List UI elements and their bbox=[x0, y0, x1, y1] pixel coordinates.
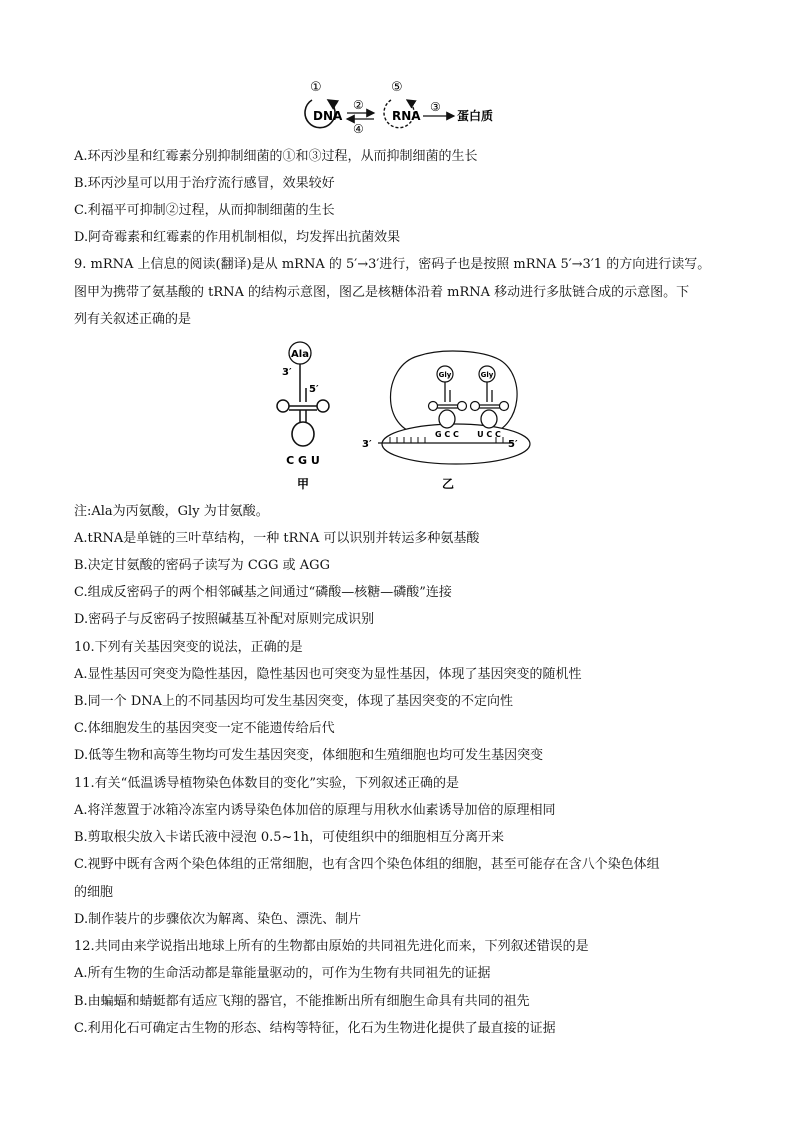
gly-2-label: Gly bbox=[480, 371, 494, 379]
q10-option-a: A.显性基因可突变为隐性基因，隐性基因也可突变为显性基因，体现了基因突变的随机性 bbox=[74, 667, 582, 682]
q8-option-d: D.阿奇霉素和红霉素的作用机制相似，均发挥出抗菌效果 bbox=[74, 230, 401, 245]
trna-figure bbox=[268, 340, 338, 495]
label-1: ① bbox=[310, 80, 322, 95]
trna-right-loop bbox=[317, 400, 329, 412]
q11-stem: 11.有关“低温诱导植物染色体数目的变化”实验，下列叙述正确的是 bbox=[74, 776, 459, 791]
q11-option-a: A.将洋葱置于冰箱冷冻室内诱导染色体加倍的原理与用秋水仙素诱导加倍的原理相同 bbox=[74, 803, 556, 818]
q9-option-b: B.决定甘氨酸的密码子读写为 CGG 或 AGG bbox=[74, 558, 330, 573]
mrna-3-prime: 3′ bbox=[362, 439, 372, 450]
label-5: ⑤ bbox=[391, 80, 403, 95]
q9-stem-line1: 9. mRNA 上信息的阅读(翻译)是从 mRNA 的 5′→3′进行，密码子也是按照 mRNA 5′→3′1 的方向进行读写。 bbox=[74, 257, 711, 272]
q8-option-b: B.环丙沙星可以用于治疗流行感冒，效果较好 bbox=[74, 176, 335, 191]
q10-stem: 10.下列有关基因突变的说法，正确的是 bbox=[74, 640, 303, 655]
q11-option-d: D.制作装片的步骤依次为解离、染色、漂洗、制片 bbox=[74, 912, 362, 927]
trna-5-prime: 5′ bbox=[309, 384, 319, 395]
q10-option-c: C.体细胞发生的基因突变一定不能遗传给后代 bbox=[74, 721, 335, 736]
q12-option-b: B.由蝙蝠和蜻蜓都有适应飞翔的器官，不能推断出所有细胞生命具有共同的祖先 bbox=[74, 994, 530, 1009]
dna-label: DNA bbox=[313, 109, 343, 123]
gly-1-label: Gly bbox=[438, 371, 452, 379]
q12-option-c: C.利用化石可确定古生物的形态、结构等特征，化石为生物进化提供了最直接的证据 bbox=[74, 1021, 556, 1036]
protein-label: 蛋白质 bbox=[457, 109, 494, 123]
q11-option-c-line2: 的细胞 bbox=[74, 885, 114, 900]
q9-stem-line3: 列有关叙述正确的是 bbox=[74, 312, 192, 327]
q9-note: 注:Ala为丙氨酸，Gly 为甘氨酸。 bbox=[74, 504, 269, 519]
anticodon-loop bbox=[292, 422, 314, 446]
q12-stem: 12.共同由来学说指出地球上所有的生物都由原始的共同祖先进化而来，下列叙述错误的是 bbox=[74, 939, 589, 954]
trna-anticodon: C G U bbox=[286, 454, 320, 467]
q9-option-d: D.密码子与反密码子按照碱基互补配对原则完成识别 bbox=[74, 612, 375, 627]
rna-label: RNA bbox=[392, 109, 421, 123]
label-2: ② bbox=[353, 98, 364, 112]
q10-option-d: D.低等生物和高等生物均可发生基因突变，体细胞和生殖细胞也均可发生基因突变 bbox=[74, 748, 544, 763]
label-3: ③ bbox=[430, 100, 441, 114]
label-4: ④ bbox=[353, 122, 364, 136]
q8-option-c: C.利福平可抑制②过程，从而抑制细菌的生长 bbox=[74, 203, 335, 218]
ala-label: Ala bbox=[291, 349, 309, 360]
ribosome-figure bbox=[360, 346, 540, 491]
central-dogma-figure bbox=[290, 78, 520, 136]
q8-option-a: A.环丙沙星和红霉素分别抑制细菌的①和③过程，从而抑制细菌的生长 bbox=[74, 149, 478, 164]
q9-option-a: A.tRNA是单链的三叶草结构，一种 tRNA 可以识别并转运多种氨基酸 bbox=[74, 531, 480, 546]
q9-option-c: C.组成反密码子的两个相邻碱基之间通过“磷酸—核糖—磷酸”连接 bbox=[74, 585, 452, 600]
trna-2-anticodon: U C C bbox=[477, 430, 501, 439]
trna-left-loop bbox=[277, 400, 289, 412]
trna-1-anticodon: G C C bbox=[435, 430, 459, 439]
q10-option-b: B.同一个 DNA上的不同基因均可发生基因突变，体现了基因突变的不定向性 bbox=[74, 694, 514, 709]
q12-option-a: A.所有生物的生命活动都是靠能量驱动的，可作为生物有共同祖先的证据 bbox=[74, 966, 491, 981]
q11-option-c-line1: C.视野中既有含两个染色体组的正常细胞，也有含四个染色体组的细胞，甚至可能存在含八个染色体组 bbox=[74, 857, 660, 872]
ribosome-caption: 乙 bbox=[441, 477, 455, 491]
trna-caption: 甲 bbox=[296, 477, 310, 491]
mrna-5-prime: 5′ bbox=[508, 439, 518, 450]
trna-3-prime: 3′ bbox=[282, 367, 292, 378]
q11-option-b: B.剪取根尖放入卡诺氏液中浸泡 0.5~1h，可使组织中的细胞相互分离开来 bbox=[74, 830, 505, 845]
q9-stem-line2: 图甲为携带了氨基酸的 tRNA 的结构示意图，图乙是核糖体沿着 mRNA 移动进行多肽链合成的示意图。下 bbox=[74, 285, 690, 300]
